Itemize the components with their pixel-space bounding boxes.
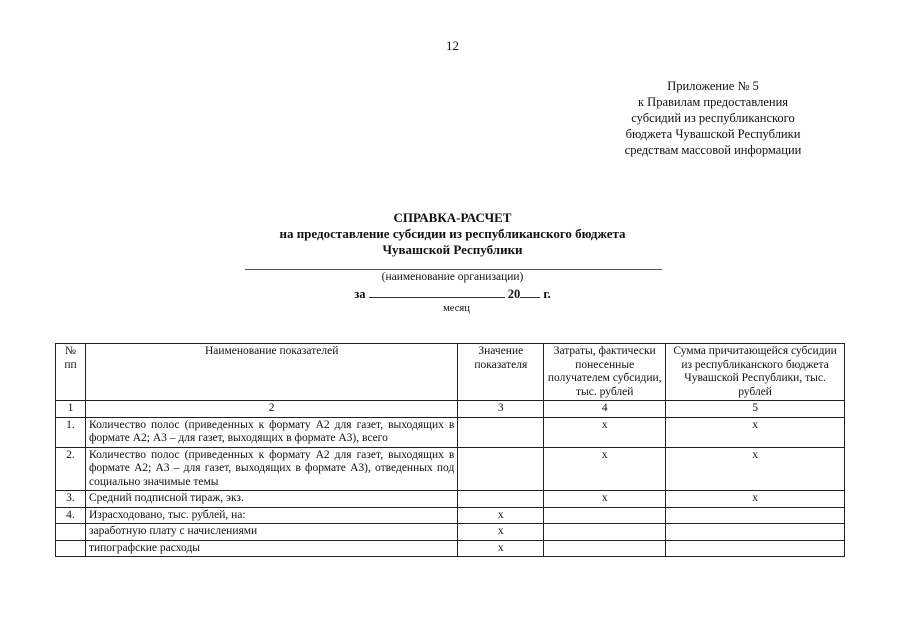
table-row: [56, 507, 845, 524]
row-value: х: [458, 540, 544, 557]
row-subsidy: х: [666, 447, 845, 491]
row-costs: [544, 540, 666, 557]
title-line-2: на предоставление субсидии из республиканского бюджета: [279, 226, 626, 241]
row-subsidy: [666, 524, 845, 541]
row-number: 3.: [56, 491, 86, 508]
appendix-line: к Правилам предоставления: [637, 95, 789, 109]
row-indicator-name: заработную плату с начислениями: [85, 524, 457, 541]
table-row: [56, 540, 845, 557]
appendix-line: бюджета Чувашской Республики: [625, 127, 801, 141]
table-row: [56, 447, 845, 491]
row-indicator-name: Количество полос (приведенных к формату А2 для газет, выходящих в формате А2; А3 – для газет, выходящих в формате А3), всего: [85, 417, 457, 447]
row-subsidy: х: [666, 417, 845, 447]
period-suffix: г.: [543, 287, 551, 301]
header-indicator-name: Наименование показателей: [85, 344, 457, 401]
column-number: 3: [458, 401, 544, 418]
appendix-line: Приложение № 5: [667, 79, 759, 93]
row-number: 1.: [56, 417, 86, 447]
row-indicator-name: Средний подписной тираж, экз.: [85, 491, 457, 508]
appendix-note: [583, 78, 843, 158]
table-row: [56, 524, 845, 541]
column-number: 1: [56, 401, 86, 418]
row-value: х: [458, 507, 544, 524]
period-prefix: за: [354, 287, 366, 301]
month-blank: [369, 287, 505, 298]
column-number-row: [56, 401, 845, 418]
appendix-line: средствам массовой информации: [624, 143, 802, 157]
row-costs: [544, 524, 666, 541]
page-number: 12: [446, 38, 459, 53]
column-number: 2: [85, 401, 457, 418]
year-blank: [520, 287, 540, 298]
title-line-3: Чувашской Республики: [382, 242, 523, 257]
month-caption: месяц: [443, 303, 470, 314]
header-subsidy-amount: Сумма причитающейся субсидии из республиканского бюджета Чувашской Республики, тыс. рублей: [666, 344, 845, 401]
row-number: 2.: [56, 447, 86, 491]
header-row: [56, 344, 845, 401]
row-value: [458, 447, 544, 491]
row-indicator-name: Количество полос (приведенных к формату А2 для газет, выходящих в формате А2; А3 – для газет, выходящих в формате А3), отведенных под социально значимые темы: [85, 447, 457, 491]
row-indicator-name: Израсходовано, тыс. рублей, на:: [85, 507, 457, 524]
row-number: [56, 524, 86, 541]
organization-caption: (наименование организации): [381, 271, 524, 283]
title-line-1: СПРАВКА-РАСЧЕТ: [393, 210, 512, 225]
row-costs: х: [544, 447, 666, 491]
row-subsidy: х: [666, 491, 845, 508]
row-costs: х: [544, 417, 666, 447]
row-costs: [544, 507, 666, 524]
header-indicator-value: Значение показателя: [458, 344, 544, 401]
row-number: [56, 540, 86, 557]
row-subsidy: [666, 540, 845, 557]
row-indicator-name: типографские расходы: [85, 540, 457, 557]
row-number: 4.: [56, 507, 86, 524]
header-number: № пп: [56, 344, 86, 401]
row-value: х: [458, 524, 544, 541]
table-row: [56, 417, 845, 447]
document-title: [0, 210, 905, 258]
column-number: 4: [544, 401, 666, 418]
row-value: [458, 491, 544, 508]
report-period: [0, 287, 905, 302]
table-row: [56, 491, 845, 508]
row-subsidy: [666, 507, 845, 524]
calculation-table: [55, 343, 845, 557]
row-value: [458, 417, 544, 447]
organization-name-line: [245, 269, 662, 270]
year-prefix: 20: [507, 287, 521, 301]
header-actual-costs: Затраты, фактически понесенные получателем субсидии, тыс. рублей: [544, 344, 666, 401]
row-costs: х: [544, 491, 666, 508]
appendix-line: субсидий из республиканского: [631, 111, 795, 125]
column-number: 5: [666, 401, 845, 418]
